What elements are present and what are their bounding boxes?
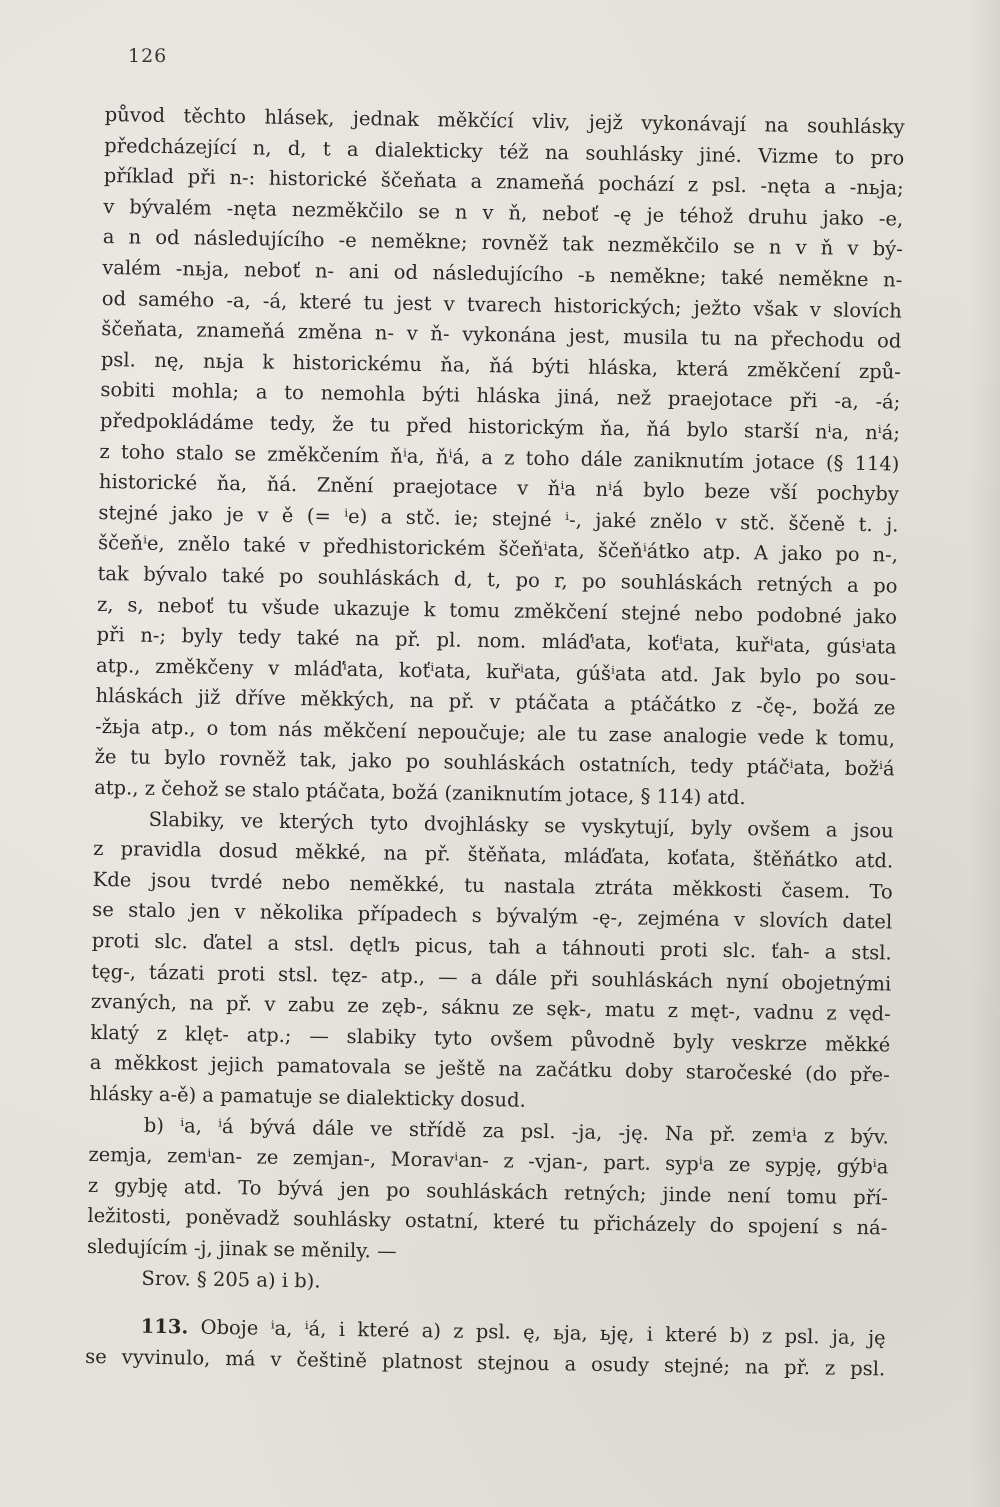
line-text: z toho stalo se změkčením ňⁱa, ňⁱá, a z toho dále zaniknutím jotace (§ 114): [99, 439, 900, 476]
line-text: se stalo jen v několika případech s bývalým -ę-, zejména v slovích datel: [92, 898, 893, 934]
page-number: 126: [128, 45, 168, 67]
line-text: -žьja atp., o tom nás měkčení nepoučuje; ale tu zase analogie vede k tomu,: [94, 714, 896, 751]
line-text: a n od následujícího -e neměkne; rovněž tak nezměkčilo se n v ň v bý-: [102, 225, 903, 261]
line-text: Kde jsou tvrdé nebo neměkké, tu nastala ztráta měkkosti časem. To: [92, 867, 893, 904]
line-text: hláskách již dříve měkkých, na př. v ptáčata a ptáčátko z -čę-, božá ze: [95, 684, 896, 720]
line-text: z pravidla dosud měkké, na př. štěňata, mláďata, koťata, štěňátko atd.: [93, 837, 894, 873]
line-text: od samého -a, -á, které tu jest v tvarech historických; ježto však v slovích: [101, 286, 902, 323]
line-text: psl. nę, nьja k historickému ňa, ňá býti hláska, která změkčení způ-: [100, 347, 902, 384]
line-text: historické ňa, ňá. Znění praejotace v ňⁱa nⁱá bylo beze vší pochyby: [98, 470, 900, 506]
line-text: tak bývalo také po souhláskách d, t, po r, po souhláskách retných a po: [97, 561, 898, 598]
line-text: klatý z klęt- atp.; — slabiky tyto ovšem původně byly veskrze měkké: [90, 1020, 891, 1057]
line-text: v bývalém -nęta nezměkčilo se n v ň, neboť -ę je téhož druhu jako -e,: [103, 194, 904, 231]
line-text: zemja, zemⁱan- ze zemjan-, Moravⁱan- z -vjan-, part. sypⁱa ze sypję, gýbⁱa: [88, 1143, 889, 1179]
body-text: [85, 100, 905, 1385]
line-text: atp., změkčeny v mláďⁱata, koťⁱata, kuřⁱata, gúšⁱata atd. Jak bylo po sou-: [95, 653, 897, 690]
line-text: ščeňⁱe, znělo také v předhistorickém ščeňⁱata, ščeňⁱátko atp. A jako po n-,: [97, 531, 899, 567]
line-text: předcházející n, d, t a dialekticky též na souhlásky jiné. Vizme to pro: [104, 133, 905, 170]
page-edge-shadow: [970, 0, 1000, 1507]
line-text: a měkkost jejich pamatovala se ještě na začátku doby staročeské (do pře-: [89, 1051, 890, 1087]
line-text: hlásky a-ě) a pamatuje se dialekticky dosud.: [89, 1081, 526, 1112]
line-text: b) ⁱa, ⁱá bývá dále ve střídě za psl. -ja, -ję. Na př. zemⁱa z býv.: [143, 1113, 889, 1149]
line-text: valém -nьja, neboť n- ani od následujícího -ь neměkne; také neměkne n-: [102, 255, 903, 292]
line-text: se vyvinulo, má v češtině platnost stejnou a osudy stejné; na př. z psl.: [85, 1344, 886, 1381]
line-text: Slabiky, ve kterých tyto dvojhlásky se vyskytují, byly ovšem a jsou: [148, 807, 894, 843]
section-number: 113.: [140, 1314, 189, 1339]
line-text: sobiti mohla; a to nemohla býti hláska jiná, než praejotace při -a, -á;: [100, 378, 901, 414]
line-text: atp., z čehož se stalo ptáčata, božá (zaniknutím jotace, § 114) atd.: [94, 775, 746, 810]
line-text: Oboje ⁱa, ⁱá, i které a) z psl. ę, ьja, ьję, i které b) z psl. ja, ję: [188, 1315, 886, 1350]
line-text: původ těchto hlásek, jednak měkčící vliv, jejž vykonávají na souhlásky: [104, 102, 905, 139]
line-text: z, s, neboť tu všude ukazuje k tomu změkčení stejné nebo podobné jako: [96, 592, 898, 629]
line-text: příklad při n-: historické ščeňata a znameňá pochází z psl. -nęta a -nьja;: [103, 164, 904, 200]
line-text: proti slc. ďatel a stsl. dętlъ picus, tah a táhnouti proti slc. ťah- a stsl.: [91, 928, 892, 965]
line-text: že tu bylo rovněž tak, jako po souhláskách ostatních, tedy ptáčⁱata, božⁱá: [94, 745, 895, 781]
line-text: tęg-, tázati proti stsl. tęz- atp., — a dále při souhláskách nyní obojetnými: [91, 959, 892, 996]
line-text: sledujícím -j, jinak se měnily. —: [86, 1234, 397, 1263]
line-text: při n-; byly tedy také na př. pl. nom. mláďⁱata, koťⁱata, kuřⁱata, gúsⁱata: [96, 623, 897, 659]
line-text: z gybję atd. To bývá jen po souhláskách retných; jinde není tomu pří-: [87, 1173, 889, 1210]
line-text: zvaných, na př. v zabu ze zęb-, sáknu ze sęk-, matu z męt-, vadnu z vęd-: [90, 990, 891, 1026]
line-text: ležitosti, poněvadž souhlásky ostatní, které tu přicházely do spojení s ná-: [87, 1204, 888, 1240]
line-text: stejné jako je v ě (= ⁱe) a stč. ie; stejné ⁱ-, jaké znělo v stč. ščeně t. j.: [98, 500, 899, 537]
line-text: ščeňata, znameňá změna n- v ň- vykonána jest, musila tu na přechodu od: [101, 317, 902, 353]
line-text: předpokládáme tedy, že tu před historickým ňa, ňá bylo starší nⁱa, nⁱá;: [99, 408, 901, 445]
line-text: Srov. § 205 a) i b).: [141, 1266, 321, 1293]
